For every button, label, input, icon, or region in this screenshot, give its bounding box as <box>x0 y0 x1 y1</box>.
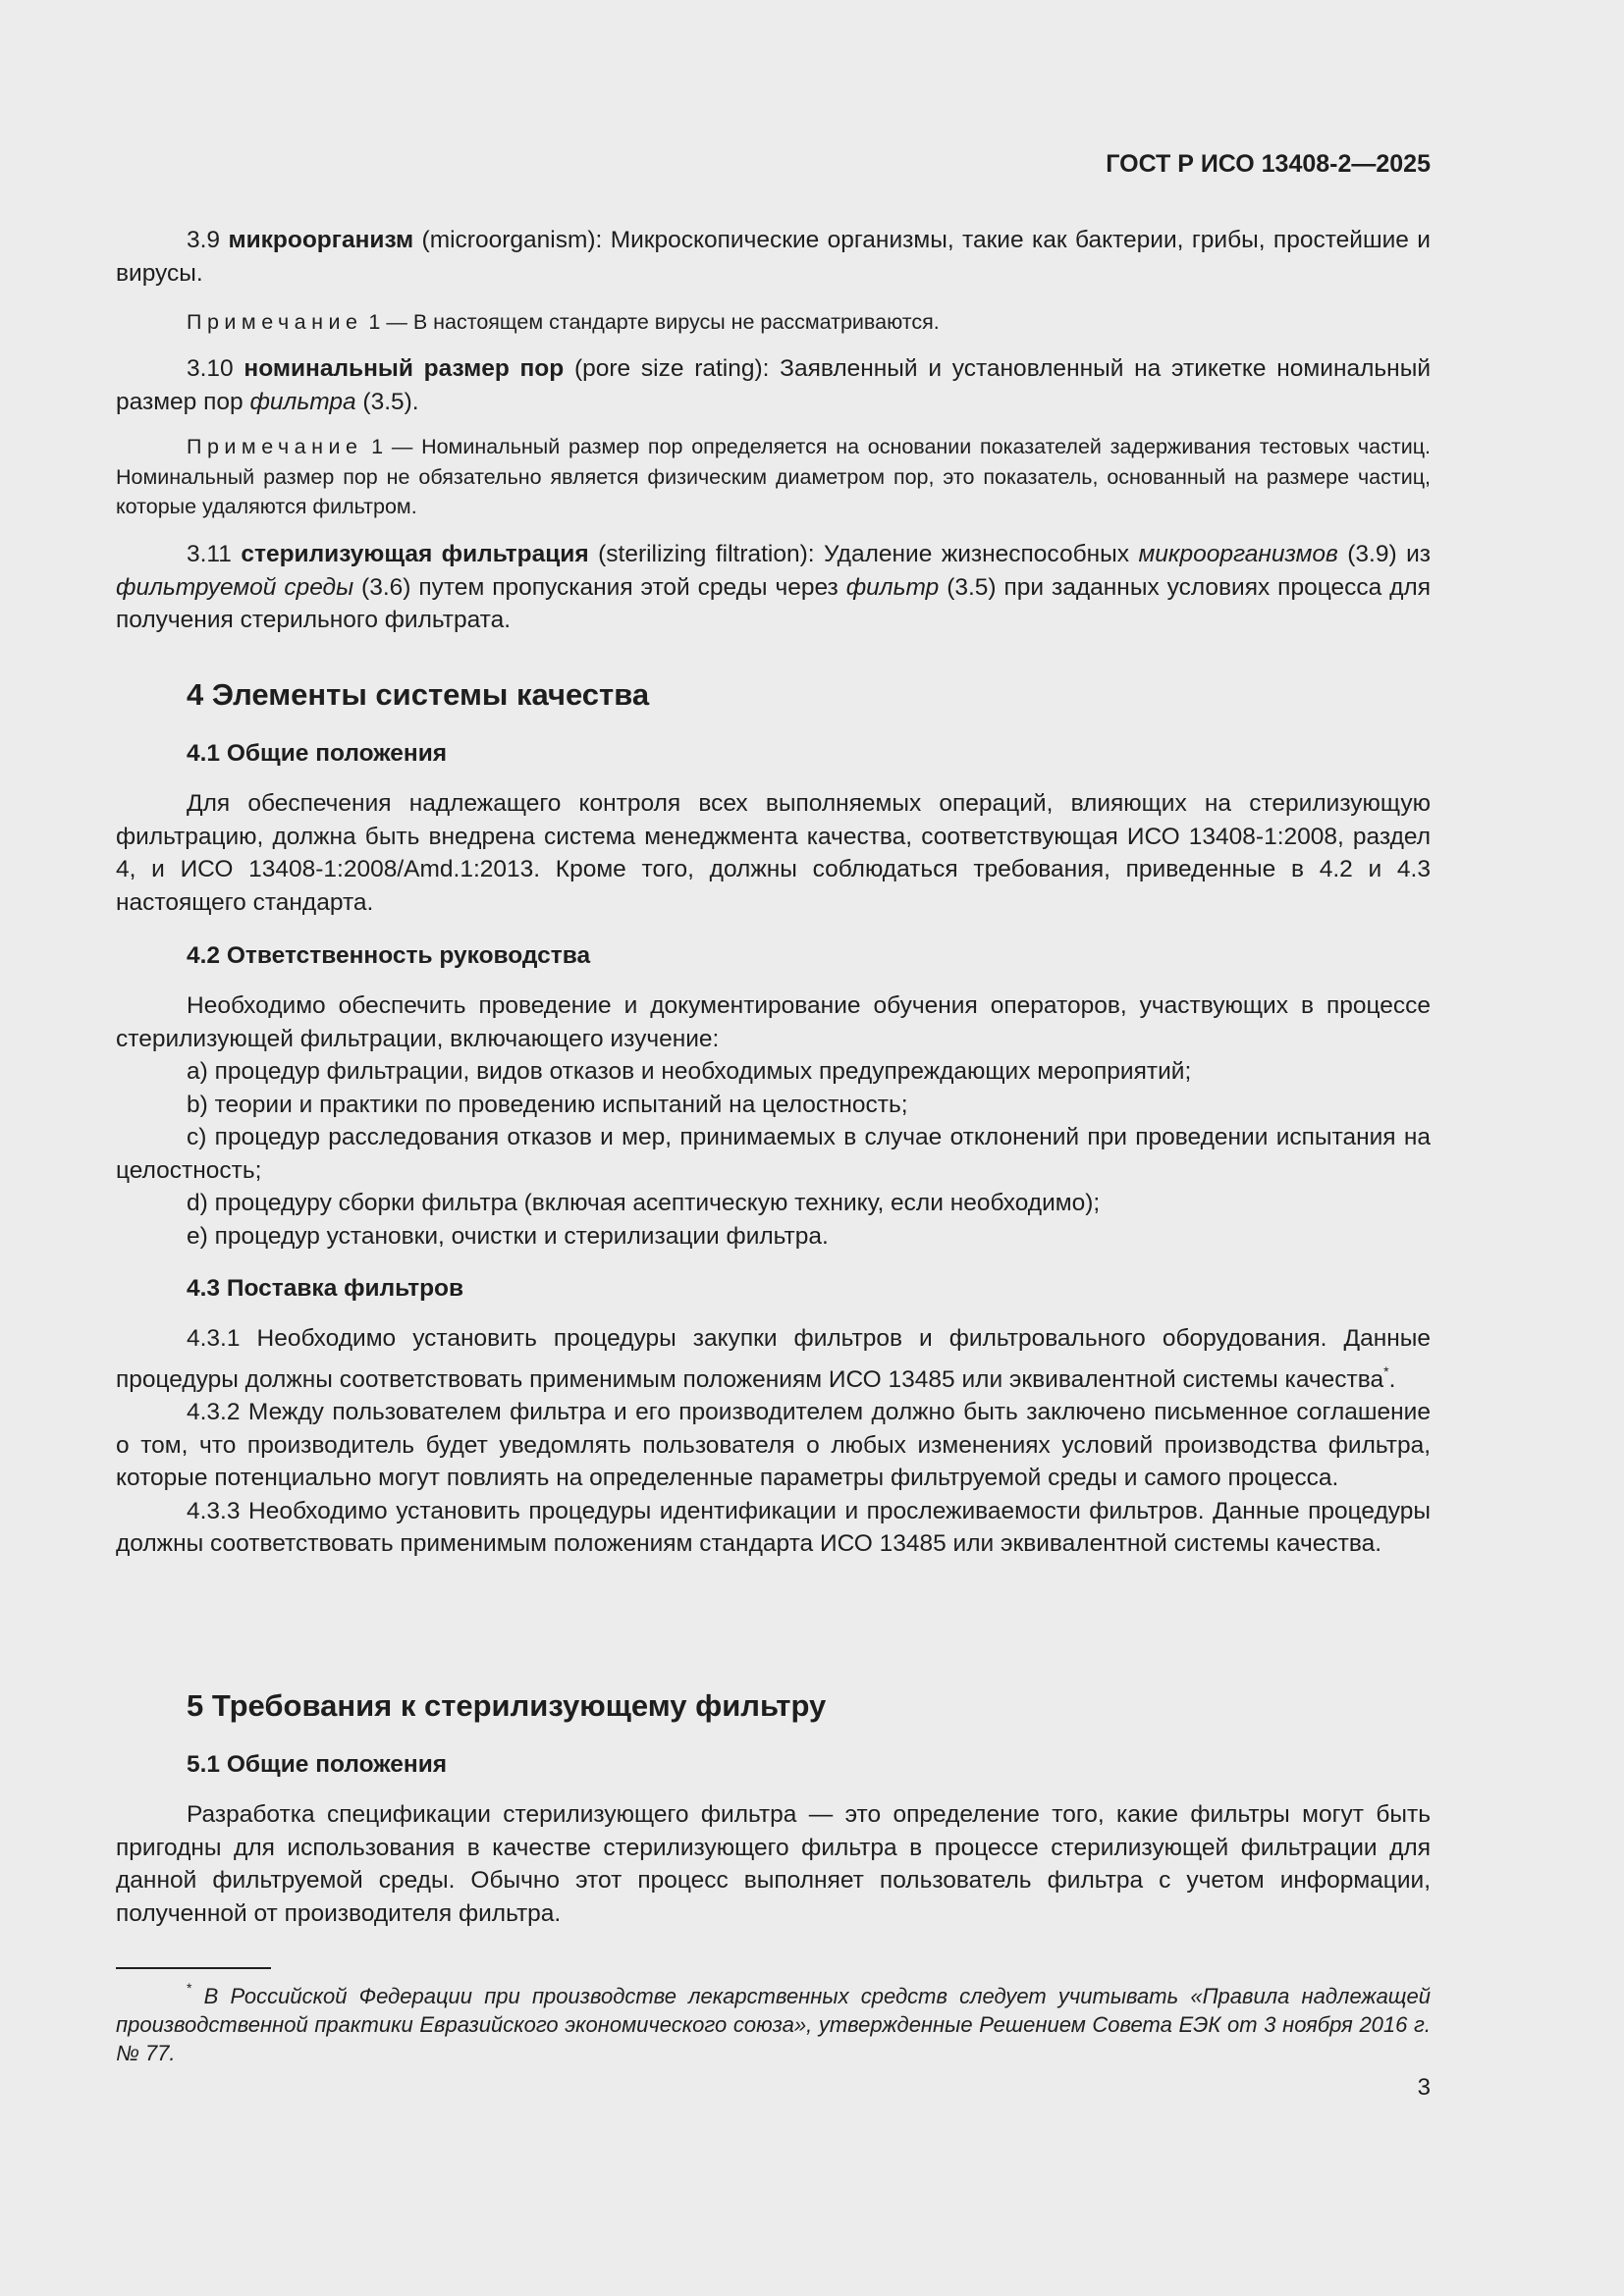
clause-4-3-1 <box>116 1322 1431 1396</box>
clause-text-end: . <box>1388 1365 1396 1393</box>
subsection-4-2-list <box>116 989 1431 1253</box>
definition-text: (3.6) путем пропускания этой среды через <box>353 573 846 601</box>
list-item: e) процедур установки, очистки и стерилизации фильтра. <box>187 1222 829 1250</box>
subsection-title: 5.1 Общие положения <box>187 1751 448 1778</box>
note-3-10 <box>116 432 1431 522</box>
definition-text: (pore size rating): Заявленный и установленный на этикетке номинальный размер пор <box>116 355 1431 415</box>
definition-text: (sterilizing filtration): Удаление жизнеспособных <box>588 541 1139 567</box>
subsection-4-1-heading <box>116 740 1431 768</box>
definition-text: (3.5) при заданных условиях процесса для получения стерильного фильтрата. <box>116 573 1431 633</box>
subsection-4-3-heading <box>116 1275 1431 1303</box>
subsection-title: 4.3 Поставка фильтров <box>187 1275 464 1302</box>
definition-term: стерилизующая фильтрация <box>241 541 589 567</box>
document-header: ГОСТ Р ИСО 13408-2—2025 <box>1106 150 1431 178</box>
subsection-title: 4.2 Ответственность руководства <box>187 942 591 969</box>
term-reference: микроорганизмов <box>1138 541 1338 567</box>
definition-text: (3.9) из <box>1337 541 1431 567</box>
footnote-marker: * <box>1383 1362 1389 1379</box>
subsection-5-1-heading <box>116 1751 1431 1779</box>
footnote-marker: * <box>187 1980 192 1996</box>
note-text: 1 — В настоящем стандарте вирусы не рассматриваются. <box>362 310 940 334</box>
term-reference: фильтра <box>249 388 356 415</box>
paragraph: Необходимо обеспечить проведение и документирование обучения операторов, участвующих в процессе стерилизующей фильтрации, включающего изучение: <box>116 992 1431 1052</box>
definition-text-end: (3.5). <box>355 388 419 415</box>
page-number: 3 <box>1417 2074 1431 2101</box>
note-text: 1 — Номинальный размер пор определяется на основании показателей задерживания тестовых частиц. Номинальный размер пор не обязательно является физическим диаметром пор, это показатель, основанный на размере частиц, которые удаляются фильтром. <box>116 435 1431 518</box>
definition-3-9 <box>116 224 1431 290</box>
footnote-divider <box>116 1967 271 1969</box>
section-5-heading <box>116 1688 1431 1724</box>
definition-term: микроорганизм <box>228 227 414 253</box>
definition-number: 3.9 <box>187 227 221 253</box>
list-item: c) процедур расследования отказов и мер, принимаемых в случае отклонений при проведении испытания на целостность; <box>116 1124 1431 1184</box>
subsection-5-1-text <box>116 1798 1431 1930</box>
subsection-4-1-text <box>116 787 1431 919</box>
list-item: a) процедур фильтрации, видов отказов и необходимых предупреждающих мероприятий; <box>187 1058 1192 1085</box>
section-title: 4 Элементы системы качества <box>187 677 650 712</box>
list-item: b) теории и практики по проведению испытаний на целостность; <box>187 1091 908 1118</box>
subsection-4-3-text <box>116 1322 1431 1561</box>
definition-number: 3.10 <box>187 355 234 382</box>
clause-text: 4.3.1 Необходимо установить процедуры закупки фильтров и фильтровального оборудования. Данные процедуры должны соответствовать применимым положениям ИСО 13485 или эквивалентной системы качества <box>116 1325 1431 1393</box>
definition-text: (microorganism): Микроскопические организмы, такие как бактерии, грибы, простейшие и вирусы. <box>116 227 1431 287</box>
list-item: d) процедуру сборки фильтра (включая асептическую технику, если необходимо); <box>187 1190 1101 1216</box>
definition-number: 3.11 <box>187 541 232 567</box>
footnote <box>116 1974 1431 2067</box>
footnote-text: В Российской Федерации при производстве лекарственных средств следует учитывать «Правила надлежащей производственной практики Евразийского экономического союза», утвержденные Решением Совета ЕЭК от 3 ноября 2016 г. № 77. <box>116 1984 1431 2065</box>
subsection-title: 4.1 Общие положения <box>187 740 448 767</box>
clause-4-3-2: 4.3.2 Между пользователем фильтра и его производителем должно быть заключено письменное соглашение о том, что производитель будет уведомлять пользователя о любых изменениях условий производства фильтра, которые потенциально могут повлиять на определенные параметры фильтруемой среды и самого процесса. <box>116 1399 1431 1491</box>
paragraph: Для обеспечения надлежащего контроля всех выполняемых операций, влияющих на стерилизующую фильтрацию, должна быть внедрена система менеджмента качества, соответствующая ИСО 13408-1:2008, раздел 4, и ИСО 13408-1:2008/Amd.1:2013. Кроме того, должны соблюдаться требования, приведенные в 4.2 и 4.3 настоящего стандарта. <box>116 790 1431 916</box>
subsection-4-2-heading <box>116 942 1431 970</box>
definition-term: номинальный размер пор <box>244 355 565 382</box>
note-label: Примечание <box>187 435 363 458</box>
note-label: Примечание <box>187 310 363 334</box>
paragraph: Разработка спецификации стерилизующего фильтра — это определение того, какие фильтры могут быть пригодны для использования в качестве стерилизующего фильтра в процессе стерилизующей фильтрации для данной фильтруемой среды. Обычно этот процесс выполняет пользователь фильтра с учетом информации, полученной от производителя фильтра. <box>116 1801 1431 1927</box>
section-4-heading <box>116 677 1431 713</box>
section-title: 5 Требования к стерилизующему фильтру <box>187 1688 827 1723</box>
term-reference: фильтруемой среды <box>116 573 354 601</box>
definition-3-11 <box>116 538 1431 637</box>
term-reference: фильтр <box>845 573 940 601</box>
note-3-9 <box>116 307 1431 338</box>
clause-4-3-3: 4.3.3 Необходимо установить процедуры идентификации и прослеживаемости фильтров. Данные процедуры должны соответствовать применимым положениям стандарта ИСО 13485 или эквивалентной системы качества. <box>116 1497 1431 1557</box>
definition-3-10 <box>116 352 1431 418</box>
